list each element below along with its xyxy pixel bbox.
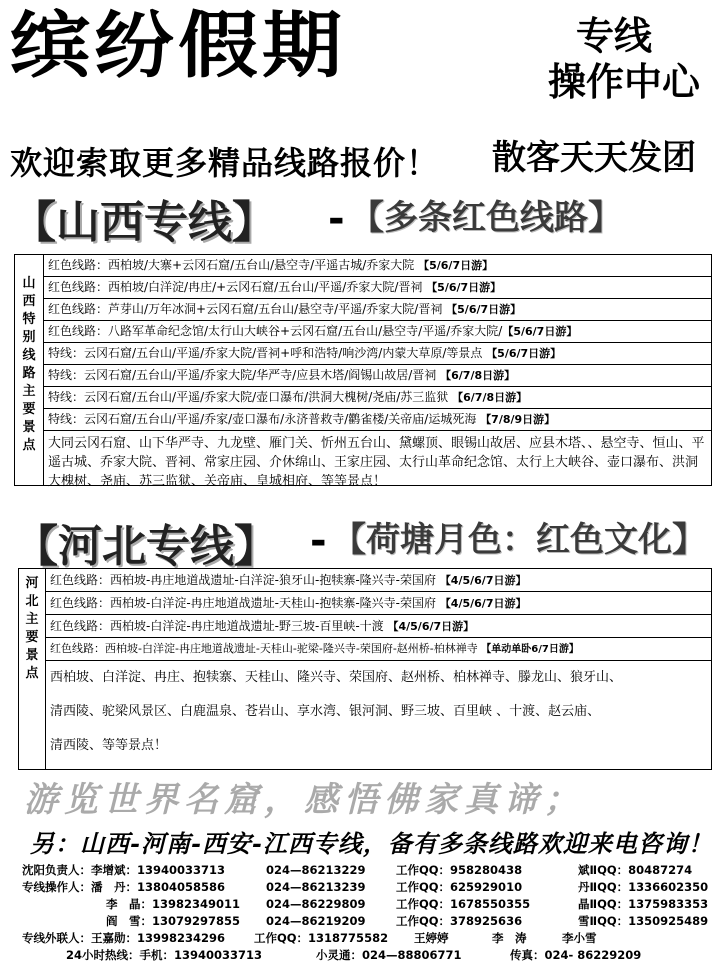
brand-title: 缤纷假期 [10,3,346,88]
route-row [46,592,711,615]
route-tag: 【5/6/7日游】 [446,303,522,316]
shanxi-spots: 大同云冈石窟、山下华严寺、九龙壁、雁门关、忻州五台山、黛螺顶、眼锡山故居、应县木塔、、悬空寺、恒山、平遥古城、乔家大院、晋祠、常家庄园、介休绵山、王家庄园、太行山革命纪念馆、太行上大峡谷、壶口瀑布、洪洞大槐树、尧庙、苏三监狱、关帝庙、皇城相府、等等景点！ [48,436,705,489]
shanxi-label [15,255,44,485]
route-tag: 【7/8/9日游】 [480,413,556,426]
contact-row [22,862,722,879]
contact-alt-qq: 丹ⅡQQ：1336602350 [578,880,709,894]
contact-landline: 024—86213229 [266,863,366,877]
contact-landline: 024—86213239 [266,880,366,894]
route-tag: 【5/6/7日游】 [502,325,578,338]
hebei-spots-2: 清西陵、驼梁风景区、白鹿温泉、苍岩山、享水湾、银河洞、野三坡、百里峡 、十渡、赵云庙、 [50,704,601,719]
contact-name-phone: 阎 雪：13079297855 [106,914,241,928]
contact-row [22,896,722,913]
external-qq: 工作QQ：1318775582 [254,931,389,945]
shanxi-routes [44,255,711,494]
route-text: 红色线路：西柏坡-白洋淀-冉庄地道战遗址-天桂山-抱犊寨-隆兴寺-荣国府 [50,596,436,610]
route-row [44,409,711,431]
contact-row [22,913,722,930]
contact-work-qq: 工作QQ：378925636 [396,914,523,928]
hebei-spots-1: 西柏坡、白洋淀、冉庄、抱犊寨、天桂山、隆兴寺、荣国府、赵州桥、柏林禅寺、滕龙山、狼牙山、 [50,670,623,685]
route-row [44,365,711,387]
route-text: 特线：云冈石窟/五台山/平遥/乔家大院/晋祠+呼和浩特/响沙湾/内蒙大草原/等景点 [48,346,483,360]
hebei-label-text: 河北主要景点 [25,576,39,681]
hebei-title: 【河北专线】 [14,521,278,572]
contact-alt-qq: 晶ⅡQQ：1375983353 [578,897,709,911]
promo-other-routes: 另：山西-河南-西安-江西专线，备有多条线路欢迎来电咨询！ [30,829,713,858]
route-row [44,343,711,365]
hebei-spots-3: 清西陵、等等景点！ [50,738,168,753]
route-row [44,387,711,409]
contact-work-qq: 工作QQ：625929010 [396,880,523,894]
shanxi-label-text: 山西特别线路主要景点 [22,276,36,453]
contact-alt-qq: 斌ⅡQQ：80487274 [578,863,693,877]
route-text: 红色线路：西柏坡/白洋淀/冉庄/+云冈石窟/五台山/平遥/乔家大院/晋祠 [48,280,423,294]
contact-landline: 024—86219209 [266,914,366,928]
route-row [46,615,711,638]
external-name-2: 李 涛 [492,931,527,945]
contact-name-phone: 沈阳负责人：李增斌：13940033713 [22,863,226,877]
external-contact-row [22,930,722,947]
route-text: 红色线路：西柏坡-白洋淀-冉庄地道战遗址-天桂山-驼梁-隆兴寺-荣国府-赵州桥-柏林禅寺 [50,642,478,655]
route-tag: 【单动单卧6/7日游】 [481,644,579,655]
route-tag: 【4/5/6/7日游】 [387,620,475,633]
contact-work-qq: 工作QQ：958280438 [396,863,523,877]
daily-tours: 散客天天发团 [492,138,696,178]
route-tag: 【6/7/8日游】 [440,369,516,382]
route-text: 红色线路：八路军革命纪念馆/太行山大峡谷+云冈石窟/五台山/悬空寺/平遥/乔家大院/ [48,324,503,338]
shanxi-title: 【山西专线】 [12,197,276,248]
hebei-label [19,569,46,769]
contact-work-qq: 工作QQ：1678550355 [396,897,531,911]
route-text: 红色线路：芦芽山/万年冰洞+云冈石窟/五台山/悬空寺/平遥/乔家大院/晋祠 [48,302,443,316]
hotline-phs: 小灵通：024—88806771 [316,948,462,962]
hebei-dash: - [310,518,327,564]
contact-row [22,879,722,896]
contact-name-phone: 李 晶：13982349011 [106,897,241,911]
route-text: 特线：云冈石窟/五台山/平遥/乔家大院/华严寺/应县木塔/阎锡山故居/晋祠 [48,368,437,382]
shanxi-subtitle: 【多条红色线路】 [350,198,622,238]
route-tag: 【4/5/6/7日游】 [439,574,527,587]
contact-landline: 024—86229809 [266,897,366,911]
shanxi-table [14,254,712,489]
route-row [46,638,711,661]
side-title-line1: 专线 [575,14,652,58]
route-text: 特线：云冈石窟/五台山/平遥/乔家大院/壶口瀑布/洪洞大槐树/尧庙/苏三监狱 [48,390,449,404]
hotline-mobile: 24小时热线：手机：13940033713 [66,948,263,962]
hebei-routes [46,569,711,763]
promo-headline: 游览世界名窟，感悟佛家真谛； [24,780,584,820]
shanxi-dash: - [328,196,345,242]
contact-alt-qq: 雪ⅡQQ：1350925489 [578,914,709,928]
hebei-table [18,568,712,770]
external-name-1: 王婷婷 [414,931,449,945]
route-row [46,569,711,592]
route-text: 红色线路：西柏坡-冉庄地道战遗址-白洋淀-狼牙山-抱犊寨-隆兴寺-荣国府 [50,573,436,587]
hotline-row [22,947,722,964]
hotline-fax: 传真：024- 86229209 [510,948,642,962]
route-tag: 【5/6/7日游】 [418,259,494,272]
route-text: 红色线路：西柏坡-白洋淀-冉庄地道战遗址-野三坡-百里峡-十渡 [50,619,384,633]
route-row [44,321,711,343]
route-tag: 【4/5/6/7日游】 [439,597,527,610]
route-row [44,299,711,321]
route-tag: 【5/6/7日游】 [426,281,502,294]
route-tag: 【5/6/7日游】 [486,347,562,360]
contact-name-phone: 专线操作人：潘 丹：13804058586 [22,880,226,894]
route-tag: 【6/7/8日游】 [452,391,528,404]
external-name-3: 李小雪 [562,931,597,945]
route-text: 特线：云冈石窟/五台山/平遥/乔家/壶口瀑布/永济普救寺/鹳雀楼/关帝庙/运城死海 [48,412,477,426]
slogan: 欢迎索取更多精品线路报价！ [10,144,440,182]
external-contact: 专线外联人：王嘉勋：13998234296 [22,931,226,945]
hebei-subtitle: 【荷塘月色：红色文化】 [332,520,706,560]
route-text: 红色线路：西柏坡/大寨+云冈石窟/五台山/悬空寺/平遥古城/乔家大院 [48,258,415,272]
side-title-line2: 操作中心 [547,60,700,104]
contacts-block [22,862,722,964]
route-row [44,277,711,299]
route-row [44,255,711,277]
